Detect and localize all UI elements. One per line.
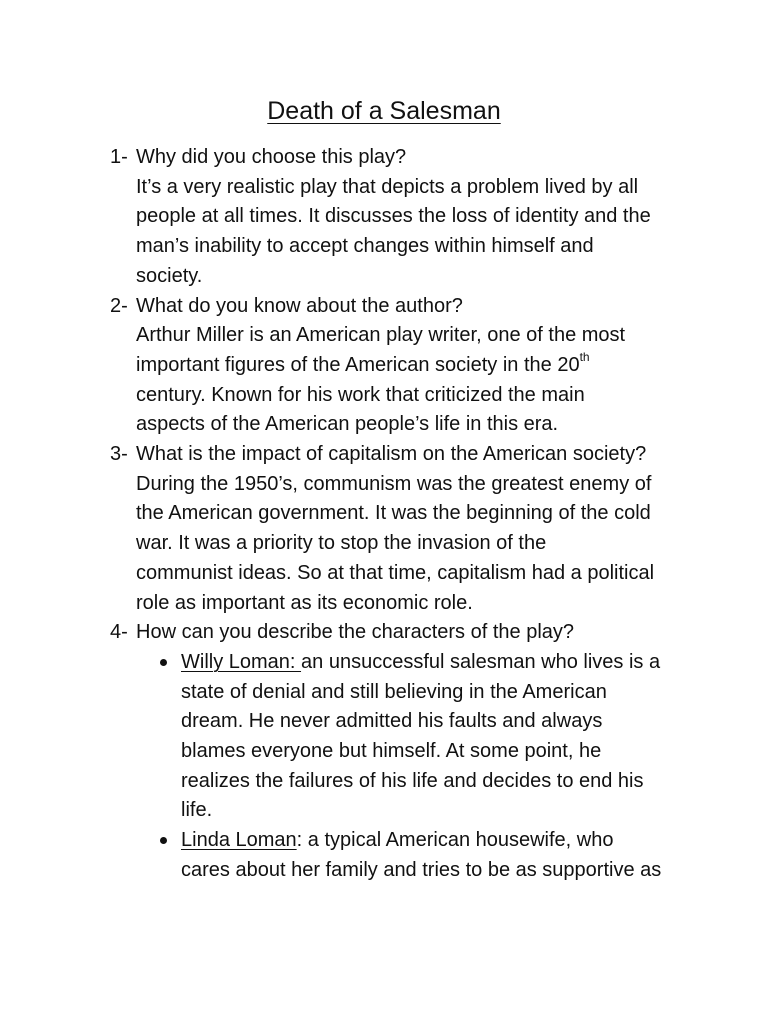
answer-line: man’s inability to accept changes within himself and xyxy=(136,235,594,258)
answer-line: century. Known for his work that criticized the main xyxy=(136,383,585,406)
character-description: : a typical American housewife, who xyxy=(296,829,614,852)
character-first-line xyxy=(181,826,689,856)
question-text: What is the impact of capitalism on the American society? xyxy=(136,443,647,466)
question-number: 3- xyxy=(110,443,128,466)
character-line: blames everyone but himself. At some point, he xyxy=(181,740,602,763)
answer-line: communist ideas. So at that time, capitalism had a political xyxy=(136,561,655,584)
answer-line: society. xyxy=(136,264,203,287)
answer-3 xyxy=(110,470,688,619)
character-name: Linda Loman xyxy=(181,829,297,852)
answer-line: the American government. It was the beginning of the cold xyxy=(136,502,651,525)
answer-2 xyxy=(110,321,688,440)
character-list xyxy=(110,648,710,886)
answer-line: role as important as its economic role. xyxy=(136,591,473,614)
answer-line: aspects of the American people’s life in this era. xyxy=(136,413,559,436)
answer-line: It’s a very realistic play that depicts a problem lived by all xyxy=(136,175,639,198)
superscript: th xyxy=(579,350,590,365)
bullet-icon xyxy=(160,837,167,844)
character-line: dream. He never admitted his faults and always xyxy=(181,710,603,733)
character-name: Willy Loman: xyxy=(181,650,302,673)
question-1 xyxy=(110,143,710,173)
answer-line: Arthur Miller is an American play writer, one of the most xyxy=(136,324,626,347)
question-3 xyxy=(110,440,710,470)
character-line: state of denial and still believing in the American xyxy=(181,680,607,703)
question-text: Why did you choose this play? xyxy=(136,146,407,168)
question-number: 4- xyxy=(110,621,128,644)
character-item-willy xyxy=(110,648,689,826)
question-text: What do you know about the author? xyxy=(136,294,463,317)
answer-line-text: important figures of the American society in the 20 xyxy=(136,353,580,376)
question-number: 1- xyxy=(110,146,128,168)
question-4 xyxy=(110,618,710,648)
character-first-line xyxy=(181,648,689,678)
character-item-linda xyxy=(110,826,689,885)
character-line: realizes the failures of his life and decides to end his xyxy=(181,769,644,792)
answer-line: During the 1950’s, communism was the greatest enemy of xyxy=(136,472,652,495)
answer-line: war. It was a priority to stop the invasion of the xyxy=(136,532,547,555)
question-text: How can you describe the characters of the play? xyxy=(136,621,575,644)
bullet-icon xyxy=(160,659,167,666)
document-body xyxy=(110,143,710,886)
answer-line xyxy=(136,351,688,381)
question-2 xyxy=(110,292,710,322)
answer-1 xyxy=(110,173,688,292)
answer-line: people at all times. It discusses the loss of identity and the xyxy=(136,205,651,228)
document-title: Death of a Salesman xyxy=(267,97,501,125)
character-line: life. xyxy=(181,799,213,822)
question-number: 2- xyxy=(110,294,128,317)
character-description: an unsuccessful salesman who lives is a xyxy=(301,650,661,673)
character-line: cares about her family and tries to be as supportive as xyxy=(181,858,662,881)
